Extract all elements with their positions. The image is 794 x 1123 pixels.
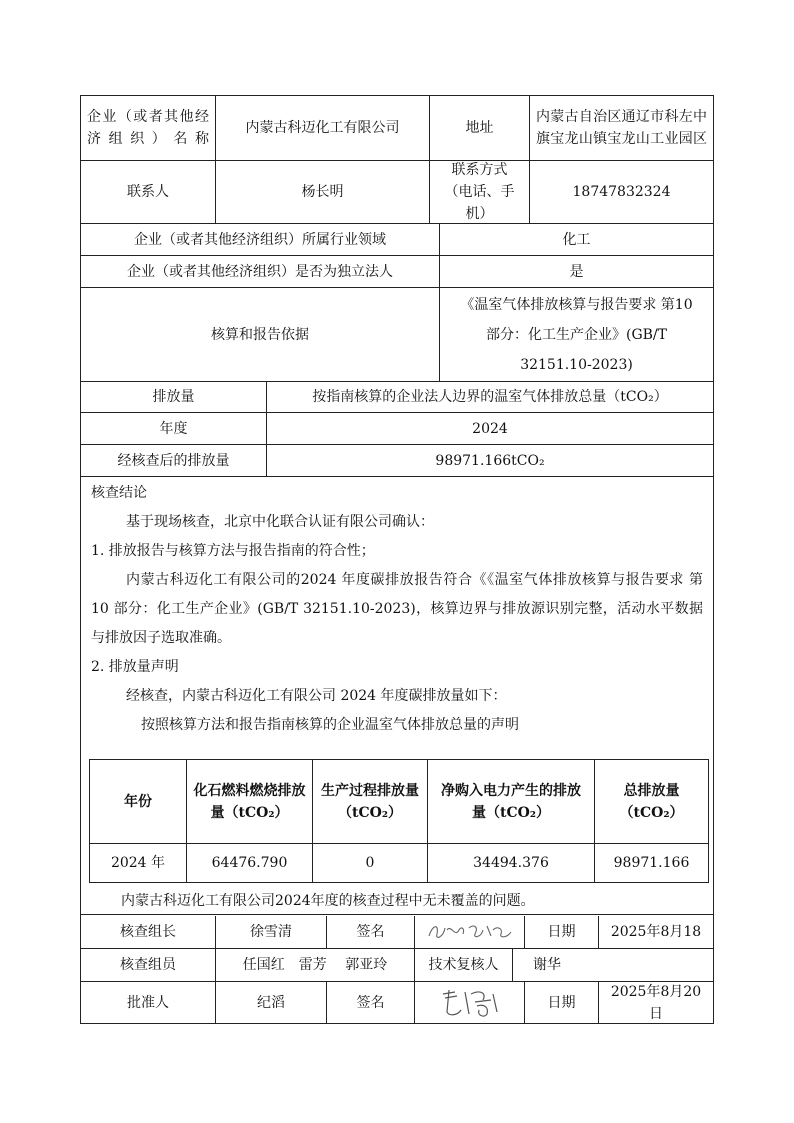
conclusion-intro: 基于现场核查，北京中化联合认证有限公司确认：: [126, 514, 434, 530]
address-label: 地址: [429, 96, 529, 160]
legal-row: [81, 256, 713, 288]
date-value-1: 2025年8月18: [598, 916, 713, 948]
emission-table: [89, 759, 709, 883]
date-label-2: 日期: [524, 982, 598, 1023]
conclusion-item2-title: 2. 排放量声明: [91, 659, 179, 675]
date-label-1: 日期: [524, 916, 598, 948]
year-value: 2024: [266, 413, 713, 444]
header-year: 年份: [124, 793, 152, 810]
cell-process: 0: [312, 844, 427, 882]
verification-form: [80, 95, 714, 1024]
basis-value: 《温室气体排放核算与报告要求 第10 部分：化工生产企业》(GB/T 32151.10-2023): [439, 288, 713, 381]
conclusion-item2-body: 经核查，内蒙古科迈化工有限公司 2024 年度碳排放量如下：: [126, 688, 507, 704]
org-label: 企业（或者其他经济组织）名称: [87, 109, 209, 147]
org-value: 内蒙古科迈化工有限公司: [215, 96, 429, 160]
emission-value: 按指南核算的企业法人边界的温室气体排放总量（tCO₂）: [266, 382, 713, 412]
date-value-2: 2025年8月20日: [598, 982, 713, 1023]
signature-icon: [425, 920, 515, 944]
contact-label: 联系人: [127, 184, 169, 200]
header-electricity: 净购入电力产生的排放量（tCO₂）: [427, 760, 594, 843]
conclusion-item1-body: 内蒙古科迈化工有限公司的2024 年度碳排放报告符合《《温室气体排放核算与报告要求 第 10 部分：化工生产企业》(GB/T 32151.10-2023)，核算边界与排放源识别完整，活动水平数据与排放因子选取准确。: [91, 572, 703, 646]
emission-label: 排放量: [152, 389, 195, 405]
year-row: [81, 413, 713, 445]
approver-row: [81, 982, 713, 1023]
reviewer-name: 谢华: [512, 949, 713, 981]
address-value: 内蒙古自治区通辽市科左中旗宝龙山镇宝龙山工业园区: [529, 96, 713, 160]
header-fossil: 化石燃料燃烧排放量（tCO₂）: [186, 760, 312, 843]
cell-fossil: 64476.790: [186, 844, 312, 882]
members-row: [81, 949, 713, 982]
verified-value: 98971.166tCO₂: [266, 445, 713, 476]
members-label: 核查组员: [120, 957, 176, 973]
industry-value: 化工: [439, 224, 713, 255]
basis-row: [81, 288, 713, 382]
emission-row: [81, 382, 713, 413]
verified-row: [81, 445, 713, 477]
cell-year: 2024 年: [110, 855, 166, 871]
approver-sign-label: 签名: [326, 982, 414, 1023]
cell-total: 98971.166: [594, 844, 708, 882]
phone-label: 联系方式（电话、手机）: [429, 161, 529, 223]
cell-electricity: 34494.376: [427, 844, 594, 882]
leader-label: 核查组长: [120, 924, 176, 940]
legal-label: 企业（或者其他经济组织）是否为独立法人: [127, 263, 393, 280]
conclusion-item1-title: 1. 排放报告与核算方法与报告指南的符合性；: [91, 543, 375, 559]
emission-table-row: [90, 844, 708, 882]
header-total: 总排放量（tCO₂）: [594, 760, 708, 843]
leader-signature: [414, 916, 524, 948]
conclusion-footer: 内蒙古科迈化工有限公司2024年度的核查过程中无未覆盖的问题。: [81, 887, 713, 915]
leader-name: 徐雪清: [215, 916, 326, 948]
industry-row: [81, 224, 713, 256]
approver-signature: [414, 982, 524, 1023]
members-names: 任国红 雷芳 郭亚玲: [215, 949, 414, 981]
conclusion-title: 核查结论: [91, 485, 147, 501]
legal-value: 是: [439, 256, 713, 287]
table-caption: 按照核算方法和报告指南核算的企业温室气体排放总量的声明: [141, 717, 519, 733]
approver-name: 纪滔: [215, 982, 326, 1023]
contact-value: 杨长明: [215, 161, 429, 223]
reviewer-label: 技术复核人: [414, 949, 512, 981]
org-row: [81, 96, 713, 161]
leader-sign-label: 签名: [326, 916, 414, 948]
phone-value: 18747832324: [529, 161, 713, 223]
industry-label: 企业（或者其他经济组织）所属行业领域: [134, 231, 386, 248]
verified-label: 经核查后的排放量: [117, 452, 230, 469]
header-process: 生产过程排放量（tCO₂）: [312, 760, 427, 843]
leader-row: [81, 916, 713, 949]
year-label: 年度: [159, 420, 188, 437]
approver-label: 批准人: [127, 994, 169, 1011]
contact-row: [81, 161, 713, 224]
emission-table-header: [90, 760, 708, 844]
conclusion-section: [81, 479, 713, 740]
basis-label: 核算和报告依据: [211, 326, 309, 343]
signature-icon: [435, 986, 505, 1020]
